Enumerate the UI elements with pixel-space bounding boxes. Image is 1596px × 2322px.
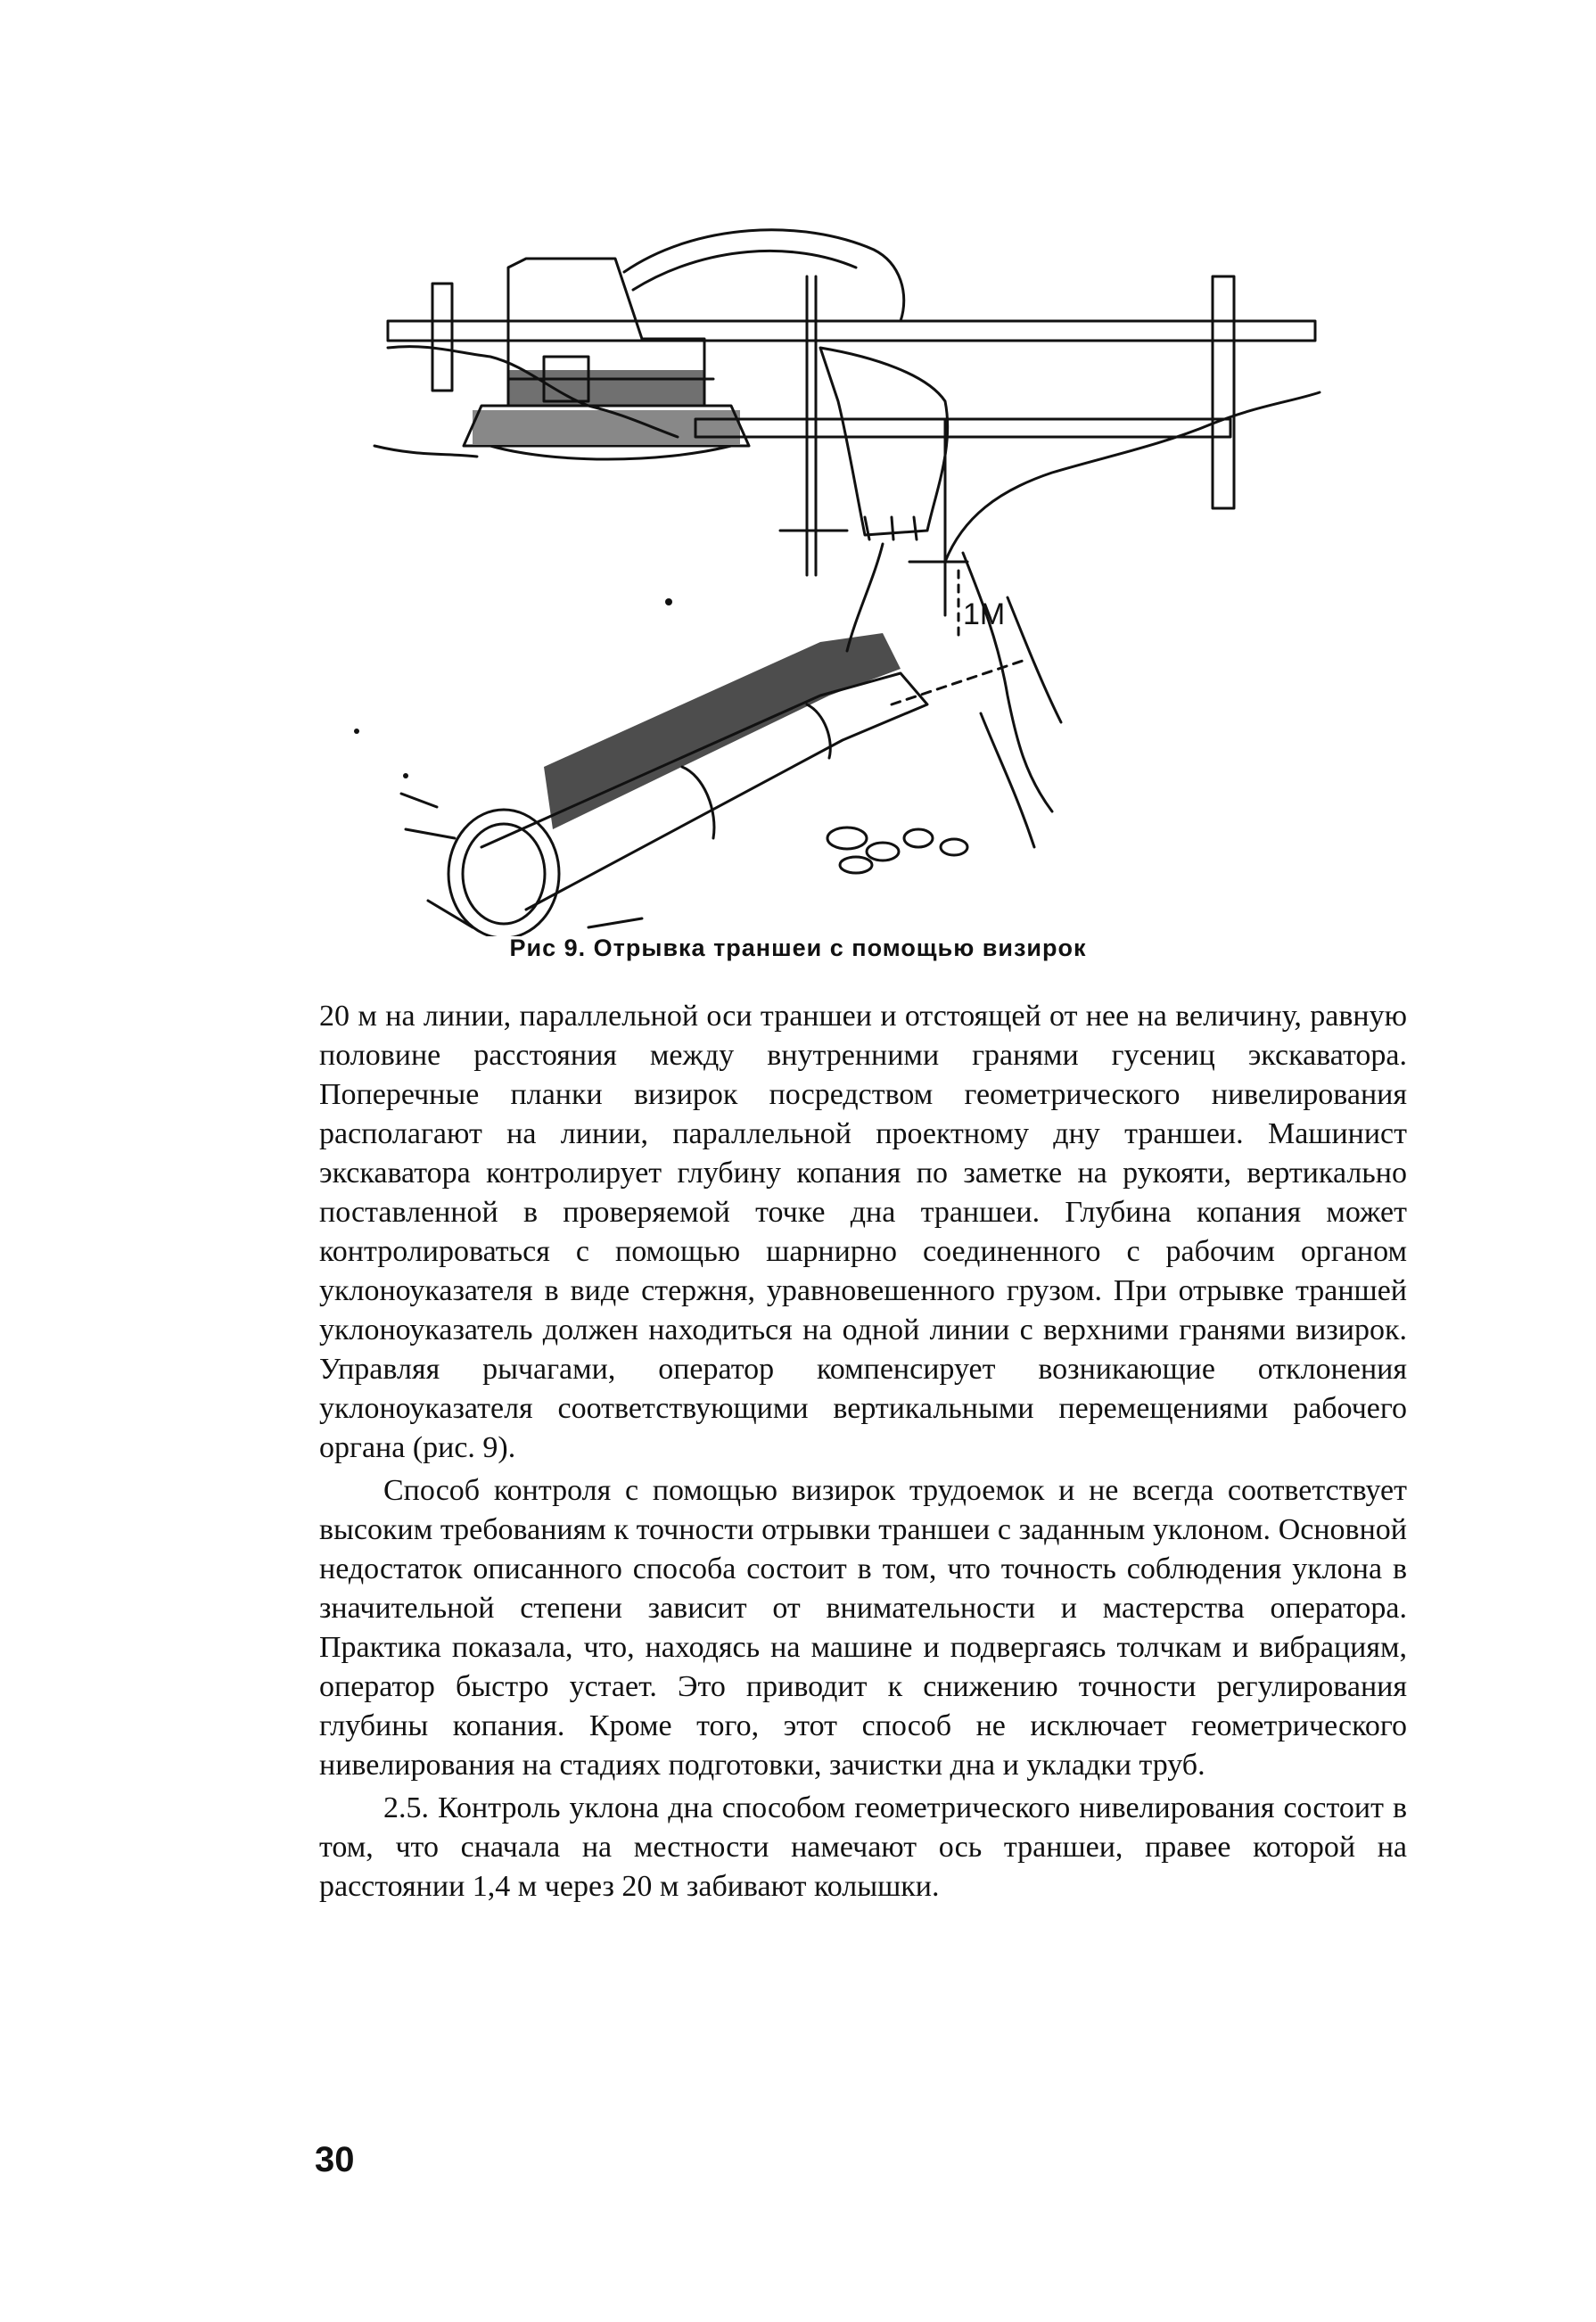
lower-cross-board [695,419,1230,437]
one-meter-label: 1М [963,597,1006,631]
paragraph-2: Способ контроля с помощью визирок трудоемок и не всегда соответствует высоким требованиям к точности отрывки траншеи с заданным уклоном. Основной недостаток описанного способа состоит в том, что точность соблюдения уклона в значительной степени зависит от внимательности и мастерства оператора. Практика показала, что, находясь на машине и подвергаясь толчкам и вибрациям, оператор быстро устает. Это приводит к снижению точности регулирования глубины копания. Кроме того, этот способ не исключает геометрического нивелирования на стадиях подготовки, зачистки дна и укладки труб. [319,1474,1407,1782]
page-number: 30 [315,2140,355,2179]
trench-right-wall [963,553,1052,811]
left-visor-post [432,284,452,391]
excavator-boom [624,230,904,321]
trench-excavation-illustration [321,223,1404,936]
excavator-bucket [820,348,948,535]
trench-illustration-svg [321,223,1404,936]
paragraph-3: 2.5. Контроль уклона дна способом геометрического нивелирования состоит в том, что сначала на местности намечают ось траншеи, правее которой на расстоянии 1,4 м через 20 м забивают колышки. [319,1791,1407,1903]
top-cross-board [388,321,1315,341]
right-visor-post [1213,276,1234,508]
figure-caption: Рис 9. Отрывка траншеи с помощью визирок [509,935,1087,961]
pipe-end [448,810,559,936]
ground-hatch [374,446,477,457]
body-text [319,997,1407,1906]
paragraph-1: 20 м на линии, параллельной оси траншеи и отстоящей от нее на величину, равную половине расстояния между внутренними гранями гусениц экскаватора. Поперечные планки визирок посредством геометрического нивелирования располагают на линии, параллельной проектному дну траншеи. Машинист экскаватора контролирует глубину копания по заметке на рукояти, вертикально поставленной в проверяемой точке дна траншеи. Глубина копания может контролироваться с помощью шарнирно соединенного с рабочим органом уклоноуказателя в виде стержня, уравновешенного грузом. При отрывке траншей уклоноуказатель должен находиться на одной линии с верхними гранями визирок. Управляя рычагами, оператор компенсирует возникающие отклонения уклоноуказателя соответствующими вертикальными перемещениями рабочего органа (рис. 9). [319,1000,1407,1464]
